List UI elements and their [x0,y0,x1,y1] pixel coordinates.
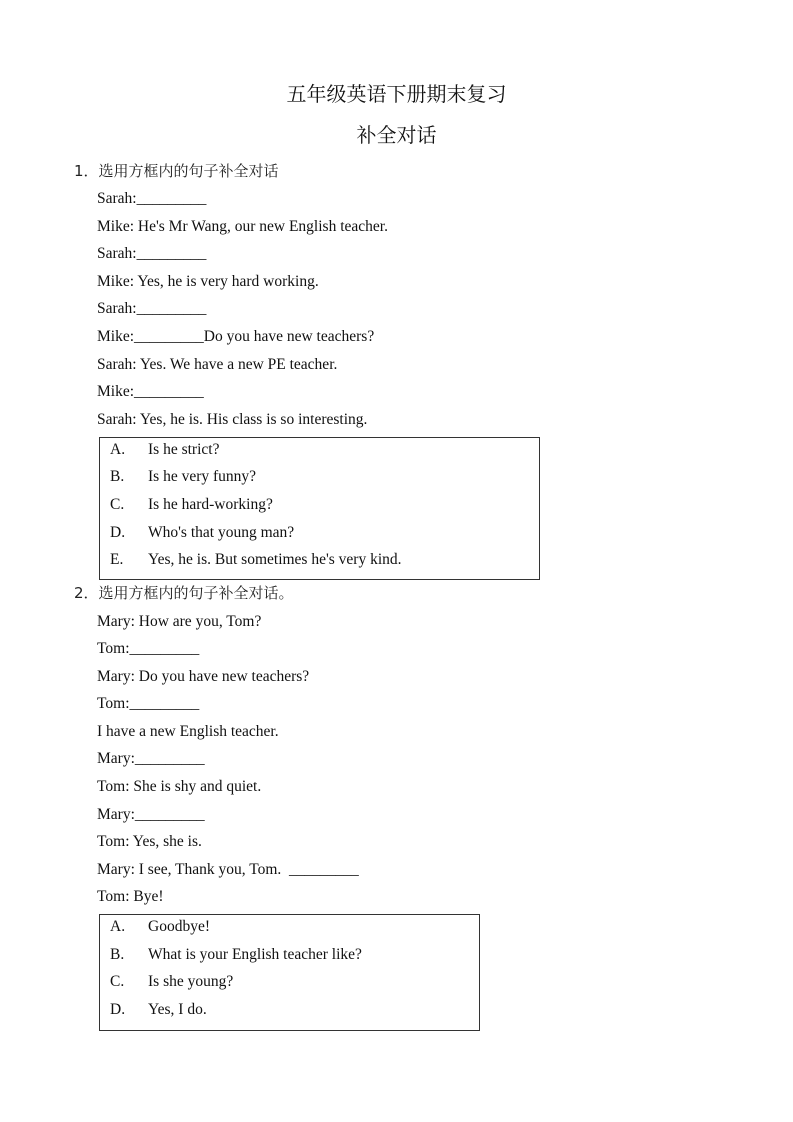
dialogue-line: I have a new English teacher. [97,723,279,740]
dialogue-line: Tom:_________ [97,640,200,657]
option-item [110,946,362,964]
option-text: What is your English teacher like? [148,946,362,963]
option-text: Is he very funny? [148,468,257,485]
option-item [110,918,210,936]
dialogue-line: Sarah:_________ [97,190,207,207]
dialogue-line: Sarah:_________ [97,245,207,262]
option-item [110,973,233,991]
option-item [110,551,402,569]
option-letter: B. [110,468,125,485]
dialogue-line: Mary: Do you have new teachers? [97,668,310,685]
question-1-heading: 1．选用方框内的句子补全对话 [74,162,279,180]
option-text: Is he strict? [148,441,220,458]
option-letter: C. [110,973,125,990]
dialogue-line: Mary: I see, Thank you, Tom. _________ [97,861,359,878]
dialogue-line: Mike: He's Mr Wang, our new English teacher. [97,218,388,235]
dialogue-line: Mary:_________ [97,750,205,767]
option-letter: D. [110,1001,126,1018]
dialogue-line: Mike: Yes, he is very hard working. [97,273,319,290]
dialogue-line: Tom: Bye! [97,888,164,905]
option-text: Who's that young man? [148,524,295,541]
dialogue-line: Mike:_________Do you have new teachers? [97,328,375,345]
option-letter: B. [110,946,125,963]
dialogue-line: Mary: How are you, Tom? [97,613,262,630]
option-item [110,1001,207,1019]
dialogue-line: Tom: She is shy and quiet. [97,778,262,795]
dialogue-line: Tom:_________ [97,695,200,712]
option-item [110,524,294,542]
option-item [110,468,256,486]
option-letter: A. [110,441,126,458]
option-letter: E. [110,551,124,568]
option-letter: D. [110,524,126,541]
question-2-heading: 2．选用方框内的句子补全对话。 [74,584,294,602]
dialogue-line: Tom: Yes, she is. [97,833,202,850]
option-text: Is he hard-working? [148,496,273,513]
dialogue-line: Sarah: Yes, he is. His class is so interesting. [97,411,368,428]
dialogue-line: Mike:_________ [97,383,204,400]
option-text: Is she young? [148,973,234,990]
option-text: Yes, I do. [148,1001,207,1018]
option-item [110,496,273,514]
page-title: 五年级英语下册期末复习 [286,82,507,106]
option-letter: C. [110,496,125,513]
option-text: Goodbye! [148,918,210,935]
page-subtitle: 补全对话 [356,123,437,147]
dialogue-line: Sarah: Yes. We have a new PE teacher. [97,356,338,373]
option-text: Yes, he is. But sometimes he's very kind. [148,551,402,568]
dialogue-line: Sarah:_________ [97,300,207,317]
dialogue-line: Mary:_________ [97,806,205,823]
option-letter: A. [110,918,126,935]
option-item [110,441,219,459]
